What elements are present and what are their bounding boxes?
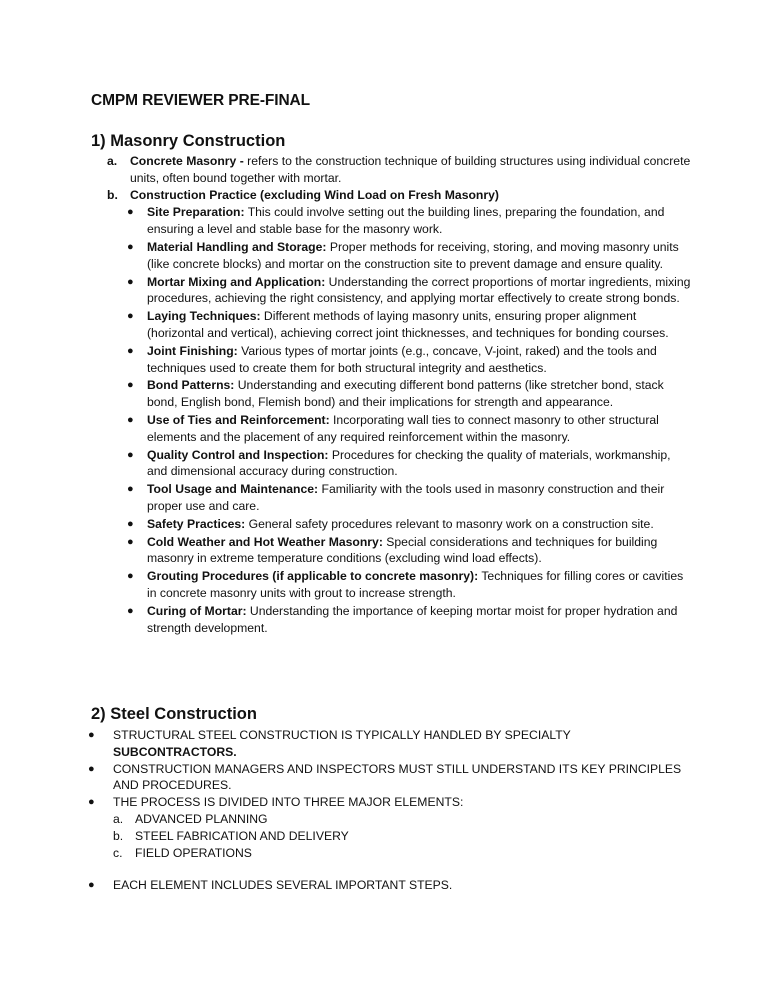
bullet-icon: ● [127, 379, 134, 392]
item-text: THE PROCESS IS DIVIDED INTO THREE MAJOR ELEMENTS: [113, 795, 464, 810]
list-item [91, 568, 691, 602]
item-description: Incorporating wall ties to connect masonry to other structural elements and the placement of any required reinforcement within the masonry. [147, 412, 659, 444]
item-term: Site Preparation: [147, 205, 245, 220]
list-marker: c. [113, 845, 123, 860]
item-term: Material Handling and Storage: [147, 239, 327, 254]
item-text: FIELD OPERATIONS [135, 845, 252, 860]
item-description: Special considerations and techniques for building masonry in extreme temperature conditions (excluding wind load effects). [147, 534, 658, 566]
item-description: Understanding and executing different bond patterns (like stretcher bond, stack bond, English bond, Flemish bond) and their implications for strength and appearance. [147, 378, 664, 410]
bullet-icon: ● [127, 570, 134, 583]
bullet-icon: ● [127, 604, 134, 617]
bullet-icon: ● [127, 344, 134, 357]
list-item [113, 845, 691, 862]
bullet-icon: ● [88, 762, 95, 775]
steel-section-body [88, 727, 691, 894]
bullet-icon: ● [127, 310, 134, 323]
bullet-icon: ● [88, 796, 95, 809]
bullet-icon: ● [88, 729, 95, 741]
item-term: Use of Ties and Reinforcement: [147, 412, 330, 427]
steel-bullet-list [88, 727, 691, 894]
list-item [113, 828, 691, 845]
item-description: General safety procedures relevant to masonry work on a construction site. [245, 516, 654, 531]
item-description: This could involve setting out the building lines, preparing the foundation, and ensuring a level and stable base for the masonry work. [147, 205, 665, 237]
list-item [113, 811, 691, 828]
item-emphasis: SUBCONTRACTORS. [113, 744, 237, 759]
item-description: Different methods of laying masonry units, ensuring proper alignment (horizontal and vertical), achieving correct joint thicknesses, and techniques for bonding courses. [147, 309, 669, 340]
item-term: Construction Practice (excluding Wind Load on Fresh Masonry) [130, 187, 499, 202]
item-text: EACH ELEMENT INCLUDES SEVERAL IMPORTANT STEPS. [113, 878, 453, 893]
list-item [91, 343, 691, 377]
list-item [91, 239, 691, 273]
masonry-section-body [91, 153, 691, 636]
list-item [91, 534, 691, 568]
list-item [88, 727, 691, 761]
item-description: Familiarity with the tools used in masonry construction and their proper use and care. [147, 482, 665, 513]
list-item [91, 412, 691, 446]
item-text: STRUCTURAL STEEL CONSTRUCTION IS TYPICALLY HANDLED BY SPECIALTY [113, 728, 571, 742]
bullet-icon: ● [127, 240, 134, 253]
list-marker: b. [113, 828, 124, 843]
item-term: Curing of Mortar: [147, 603, 247, 618]
item-text: ADVANCED PLANNING [135, 811, 268, 826]
item-description: Procedures for checking the quality of materials, workmanship, and dimensional accuracy during construction. [147, 447, 671, 479]
bullet-icon: ● [88, 879, 95, 892]
item-text: CONSTRUCTION MANAGERS AND INSPECTORS MUST STILL UNDERSTAND ITS KEY PRINCIPLES AND PROCEDURES. [113, 761, 682, 793]
section-heading-steel: 2) Steel Construction [91, 705, 257, 723]
item-term: Mortar Mixing and Application: [147, 274, 326, 289]
item-term: Laying Techniques: [147, 309, 261, 324]
section-heading-masonry: 1) Masonry Construction [91, 132, 286, 150]
item-description: Understanding the correct proportions of mortar ingredients, mixing procedures, achieving the right consistency, and applying mortar effectively to create strong bonds. [147, 274, 691, 306]
list-item [91, 308, 691, 342]
list-item [91, 481, 691, 515]
item-term: Cold Weather and Hot Weather Masonry: [147, 534, 383, 549]
practices-list [91, 204, 691, 636]
list-item [91, 516, 691, 533]
list-item [91, 274, 691, 308]
bullet-icon: ● [127, 448, 134, 461]
page-title: CMPM REVIEWER PRE-FINAL [91, 92, 311, 109]
list-item [91, 153, 691, 187]
list-item [88, 877, 691, 894]
item-description: Various types of mortar joints (e.g., concave, V-joint, raked) and the tools and techniques used to create them for both structural integrity and aesthetics. [147, 343, 657, 375]
bullet-icon: ● [127, 535, 134, 548]
item-description: refers to the construction technique of building structures using individual concrete units, often bound together with mortar. [130, 154, 691, 185]
item-description: Techniques for filling cores or cavities in concrete masonry units with grout to increase strength. [147, 569, 684, 600]
list-marker: b. [107, 187, 118, 202]
bullet-icon: ● [127, 483, 134, 496]
item-term: Concrete Masonry - [130, 154, 244, 168]
item-term: Joint Finishing: [147, 343, 238, 358]
list-item [88, 761, 691, 795]
list-item [88, 794, 691, 861]
bullet-icon: ● [127, 206, 134, 219]
list-item [91, 187, 691, 204]
list-item [91, 447, 691, 481]
list-marker: a. [113, 811, 124, 826]
list-item [91, 204, 691, 238]
bullet-icon: ● [127, 413, 134, 426]
item-description: Understanding the importance of keeping mortar moist for proper hydration and strength development. [147, 603, 678, 635]
item-term: Safety Practices: [147, 516, 246, 531]
item-text: STEEL FABRICATION AND DELIVERY [135, 828, 349, 843]
elements-list [113, 811, 691, 861]
item-term: Grouting Procedures (if applicable to concrete masonry): [147, 569, 479, 584]
item-term: Tool Usage and Maintenance: [147, 482, 319, 497]
item-term: Bond Patterns: [147, 378, 235, 393]
item-description: Proper methods for receiving, storing, and moving masonry units (like concrete blocks) and mortar on the construction site to prevent damage and ensure quality. [147, 239, 679, 271]
list-item [91, 377, 691, 411]
bullet-icon: ● [127, 517, 134, 530]
item-term: Quality Control and Inspection: [147, 447, 329, 462]
list-item [91, 603, 691, 637]
list-marker: a. [107, 154, 118, 168]
bullet-icon: ● [127, 275, 134, 288]
